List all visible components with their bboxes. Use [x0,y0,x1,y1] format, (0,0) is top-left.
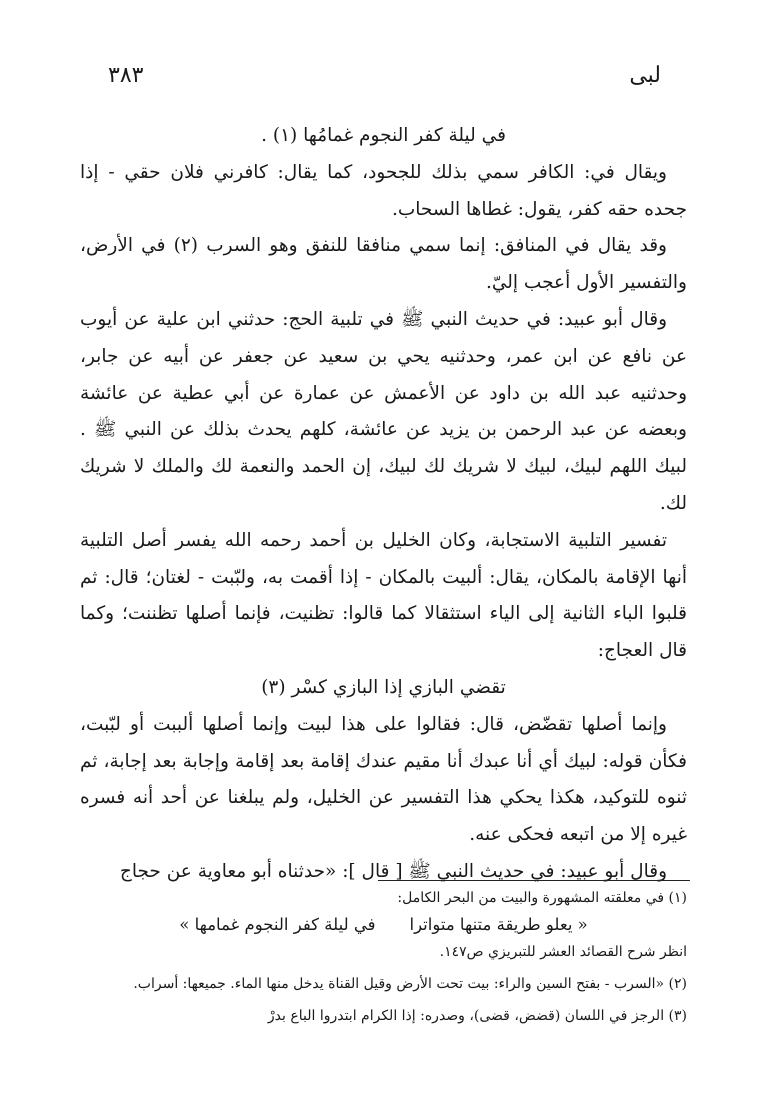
paragraph: وقال أبو عبيد: في حديث النبي ﷺ [ قال ]: «حدثناه أبو معاوية عن حجاج [119,860,667,882]
footnote-divider [378,880,690,881]
paragraph: وإنما أصلها تقضّض، قال: فقالوا على هذا لبيت وإنما أصلها ألببت أو لبّبت، فكأن قوله: لبيك أي أنا عبدك أنا مقيم عندك إقامة بعد إقامة وإجابة بعد إجابة، ثم ثنوه للتوكيد، هكذا يحكي هذا التفسير عن الخليل، ولم يبلغنا عن أحد أنه فسره غيره إلا من اتبعه فحكى عنه. [80,713,687,846]
footnote-1-intro: (١) في معلقته المشهورة والبيت من البحر الكامل: [397,890,687,906]
footnote-1-verse-first-half: « يعلو طريقة متنها متواترا [409,915,588,934]
main-text [80,118,687,891]
footnote-1-verse [80,910,687,940]
footnotes [80,886,687,1028]
footnote-3: (٣) الرجز في اللسان (قضض، قضى)، وصدره: إذا الكرام ابتدروا الباع بدرْ [267,1008,687,1024]
verse-line: تقضي البازي إذا البازي كسْر (٣) [261,676,506,698]
running-head: لبى [629,62,661,88]
footnote-1-verse-second-half: في ليلة كفر النجوم غمامها » [179,915,376,934]
paragraph: وقال أبو عبيد: في حديث النبي ﷺ في تلبية الحج: حدثني ابن علية عن أيوب عن نافع عن ابن عمر، وحدثنيه يحي بن سعيد عن جعفر عن أبيه عن جابر، وحدثنيه عبد الله بن داود عن الأعمش عن عمارة عن أبي عطية عن عائشة وبعضه عن عبد الرحمن بن يزيد عن عائشة، كلهم يحدث بذلك عن النبي ﷺ . لبيك اللهم لبيك، لبيك لا شريك لك لبيك، إن الحمد والنعمة لك والملك لا شريك لك. [80,308,687,514]
verse-line: في ليلة كفر النجوم غمامُها (١) . [261,125,506,146]
page-number: ٣٨٣ [108,62,144,88]
page-header [108,58,661,92]
paragraph: وقد يقال في المنافق: إنما سمي منافقا للنفق وهو السرب (٢) في الأرض، والتفسير الأول أعجب إليّ. [80,235,687,294]
paragraph: ويقال في: الكافر سمي بذلك للجحود، كما يقال: كافرني فلان حقي - إذا جحده حقه كفر، يقول: غطاها السحاب. [80,161,687,220]
footnote-2: (٢) «السرب - بفتح السين والراء: بيت تحت الأرض وقيل القناة يدخل منها الماء. جميعها: أسراب. [133,976,687,992]
footnote-1-source: انظر شرح القصائد العشر للتبريزي ص١٤٧. [439,944,687,960]
paragraph: تفسير التلبية الاستجابة، وكان الخليل بن أحمد رحمه الله يفسر أصل التلبية أنها الإقامة بالمكان، يقال: ألبيت بالمكان - إذا أقمت به، ولبّبت - لغتان؛ قال: ثم قلبوا الباء الثانية إلى الياء استثقالا كما قالوا: تظنيت، فإنما أصلها تظننت؛ وكما قال العجاج: [80,529,687,662]
